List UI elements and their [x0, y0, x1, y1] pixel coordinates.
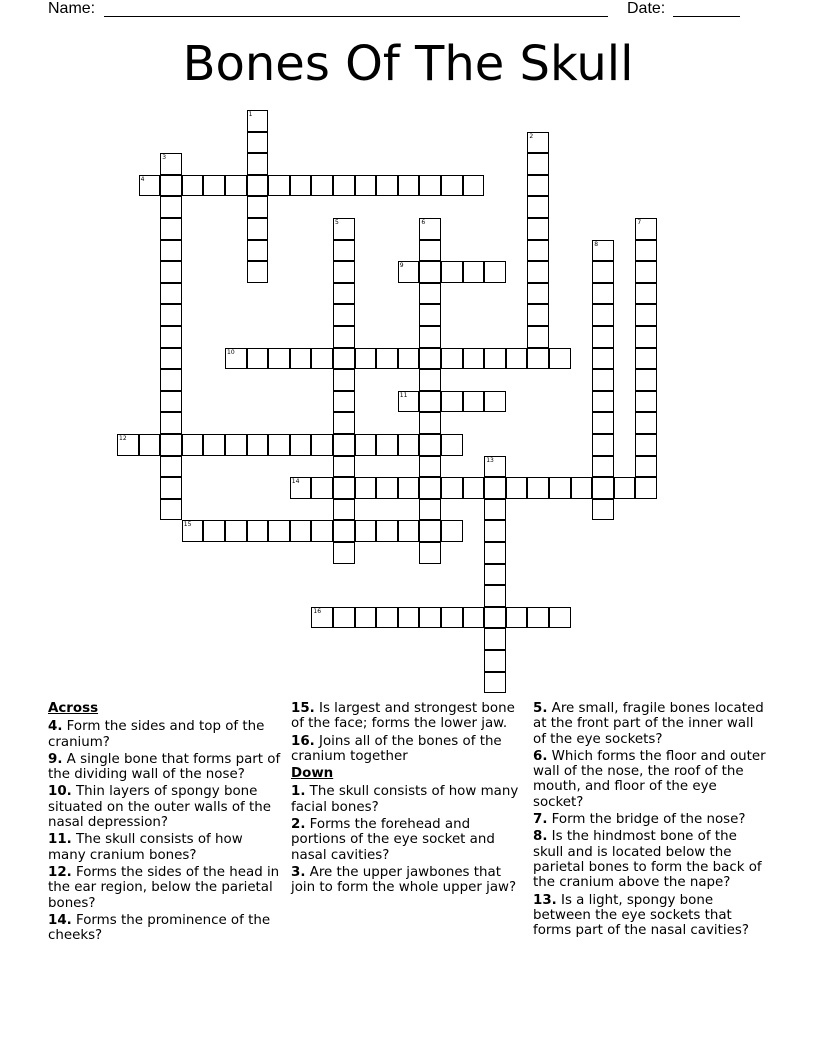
grid-cell[interactable]	[247, 196, 269, 218]
grid-cell[interactable]	[247, 261, 269, 283]
grid-cell[interactable]	[549, 348, 571, 370]
grid-cell[interactable]	[160, 218, 182, 240]
grid-cell[interactable]	[247, 240, 269, 262]
grid-cell[interactable]	[484, 607, 506, 629]
grid-cell[interactable]	[441, 477, 463, 499]
grid-cell[interactable]	[484, 585, 506, 607]
grid-cell[interactable]	[635, 240, 657, 262]
clue-number: 5.	[533, 701, 548, 716]
grid-cell[interactable]	[463, 348, 485, 370]
grid-cell[interactable]	[592, 456, 614, 478]
grid-cell[interactable]	[527, 348, 549, 370]
grid-cell[interactable]	[419, 261, 441, 283]
grid-cell[interactable]	[592, 304, 614, 326]
grid-cell[interactable]	[268, 520, 290, 542]
grid-cell[interactable]	[549, 607, 571, 629]
grid-cell[interactable]	[311, 175, 333, 197]
grid-cell[interactable]	[333, 412, 355, 434]
grid-cell[interactable]	[333, 607, 355, 629]
grid-cell[interactable]	[549, 477, 571, 499]
grid-cell[interactable]	[527, 326, 549, 348]
grid-cell[interactable]	[333, 348, 355, 370]
clue-across-10	[48, 784, 283, 830]
grid-cell[interactable]	[419, 434, 441, 456]
grid-cell[interactable]	[419, 240, 441, 262]
grid-cell[interactable]	[419, 391, 441, 413]
grid-cell[interactable]	[247, 132, 269, 154]
grid-cell[interactable]	[160, 456, 182, 478]
clue-text: Which forms the floor and outer wall of the nose, the roof of the mouth, and floor of the eye socket?	[533, 748, 766, 810]
grid-cell[interactable]	[506, 607, 528, 629]
grid-cell[interactable]	[182, 434, 204, 456]
cell-number: 14	[291, 478, 300, 486]
grid-cell[interactable]	[635, 456, 657, 478]
clue-down-7	[533, 812, 768, 827]
grid-cell[interactable]	[247, 434, 269, 456]
grid-cell[interactable]	[527, 132, 549, 154]
grid-cell[interactable]	[441, 434, 463, 456]
grid-cell[interactable]	[311, 348, 333, 370]
grid-cell[interactable]	[268, 348, 290, 370]
grid-cell[interactable]	[635, 348, 657, 370]
cell-number: 7	[637, 219, 642, 226]
grid-cell[interactable]	[419, 348, 441, 370]
grid-cell[interactable]	[527, 261, 549, 283]
name-label: Name:	[48, 0, 96, 17]
grid-cell[interactable]	[117, 434, 139, 456]
grid-cell[interactable]	[333, 175, 355, 197]
grid-cell[interactable]	[398, 607, 420, 629]
grid-cell[interactable]	[247, 218, 269, 240]
grid-cell[interactable]	[484, 456, 506, 478]
cell-number: 3	[162, 154, 167, 162]
grid-cell[interactable]	[160, 304, 182, 326]
grid-cell[interactable]	[484, 261, 506, 283]
grid-cell[interactable]	[225, 175, 247, 197]
grid-cell[interactable]	[419, 304, 441, 326]
grid-cell[interactable]	[635, 304, 657, 326]
grid-cell[interactable]	[160, 391, 182, 413]
grid-cell[interactable]	[333, 542, 355, 564]
clue-number: 16.	[291, 733, 315, 749]
grid-cell[interactable]	[160, 196, 182, 218]
grid-cell[interactable]	[419, 607, 441, 629]
grid-cell[interactable]	[463, 391, 485, 413]
grid-cell[interactable]	[419, 499, 441, 521]
grid-cell[interactable]	[311, 434, 333, 456]
clue-text: The skull consists of how many cranium bones?	[48, 832, 243, 863]
cell-number: 9	[399, 262, 404, 270]
grid-cell[interactable]	[463, 477, 485, 499]
grid-cell[interactable]	[290, 520, 312, 542]
grid-cell[interactable]	[635, 434, 657, 456]
grid-cell[interactable]	[160, 434, 182, 456]
clue-across-15	[291, 701, 526, 732]
clue-down-2	[291, 817, 526, 863]
grid-cell[interactable]	[592, 240, 614, 262]
grid-cell[interactable]	[268, 434, 290, 456]
grid-cell[interactable]	[592, 348, 614, 370]
grid-cell[interactable]	[398, 434, 420, 456]
grid-cell[interactable]	[225, 520, 247, 542]
cell-number: 4	[140, 175, 145, 183]
grid-cell[interactable]	[571, 477, 593, 499]
grid-cell[interactable]	[225, 348, 247, 370]
clue-text: Forms the prominence of the cheeks?	[48, 912, 271, 944]
grid-cell[interactable]	[592, 369, 614, 391]
grid-cell[interactable]	[333, 369, 355, 391]
grid-cell[interactable]	[247, 348, 269, 370]
grid-cell[interactable]	[635, 283, 657, 305]
clue-text: Forms the forehead and portions of the eye socket and nasal cavities?	[291, 817, 495, 863]
grid-cell[interactable]	[333, 391, 355, 413]
grid-cell[interactable]	[247, 520, 269, 542]
grid-cell[interactable]	[484, 628, 506, 650]
grid-cell[interactable]	[419, 218, 441, 240]
grid-cell[interactable]	[635, 391, 657, 413]
grid-cell[interactable]	[203, 520, 225, 542]
clue-number: 8.	[533, 829, 548, 845]
grid-cell[interactable]	[419, 520, 441, 542]
grid-cell[interactable]	[355, 520, 377, 542]
grid-cell[interactable]	[441, 348, 463, 370]
grid-cell[interactable]	[635, 261, 657, 283]
grid-cell[interactable]	[333, 283, 355, 305]
grid-cell[interactable]	[527, 175, 549, 197]
grid-cell[interactable]	[592, 499, 614, 521]
clue-column-2	[291, 701, 526, 898]
grid-cell[interactable]	[355, 434, 377, 456]
grid-cell[interactable]	[290, 348, 312, 370]
clue-number: 9.	[48, 751, 63, 767]
grid-cell[interactable]	[355, 348, 377, 370]
clue-across-4	[48, 719, 283, 750]
grid-cell[interactable]	[333, 477, 355, 499]
grid-cell[interactable]	[355, 175, 377, 197]
grid-cell[interactable]	[376, 175, 398, 197]
grid-cell[interactable]	[635, 369, 657, 391]
clue-number: 2.	[291, 817, 306, 833]
grid-cell[interactable]	[398, 175, 420, 197]
grid-cell[interactable]	[160, 283, 182, 305]
grid-cell[interactable]	[441, 391, 463, 413]
grid-cell[interactable]	[355, 477, 377, 499]
grid-cell[interactable]	[484, 391, 506, 413]
clue-down-8	[533, 829, 768, 890]
grid-cell[interactable]	[398, 477, 420, 499]
clue-number: 14.	[48, 912, 72, 928]
clue-text: Are small, fragile bones located at the front part of the inner wall of the eye sockets?	[533, 701, 764, 747]
grid-cell[interactable]	[160, 261, 182, 283]
grid-cell[interactable]	[182, 520, 204, 542]
clue-down-6	[533, 749, 768, 810]
grid-cell[interactable]	[419, 542, 441, 564]
cell-number: 1	[248, 111, 253, 118]
grid-cell[interactable]	[441, 520, 463, 542]
cell-number: 8	[594, 240, 599, 248]
grid-cell[interactable]	[484, 564, 506, 586]
grid-cell[interactable]	[311, 477, 333, 499]
grid-cell[interactable]	[139, 434, 161, 456]
grid-cell[interactable]	[247, 110, 269, 132]
grid-cell[interactable]	[419, 283, 441, 305]
grid-cell[interactable]	[160, 175, 182, 197]
grid-cell[interactable]	[527, 240, 549, 262]
grid-cell[interactable]	[398, 391, 420, 413]
clue-across-9	[48, 752, 283, 783]
grid-cell[interactable]	[160, 348, 182, 370]
grid-cell[interactable]	[592, 283, 614, 305]
grid-cell[interactable]	[290, 175, 312, 197]
grid-cell[interactable]	[506, 348, 528, 370]
clue-number: 11.	[48, 832, 72, 848]
clue-column-1	[48, 701, 283, 945]
cell-number: 16	[313, 607, 322, 615]
grid-cell[interactable]	[441, 261, 463, 283]
grid-cell[interactable]	[484, 499, 506, 521]
grid-cell[interactable]	[376, 348, 398, 370]
grid-cell[interactable]	[463, 261, 485, 283]
grid-cell[interactable]	[160, 369, 182, 391]
cell-number: 5	[335, 219, 339, 226]
grid-cell[interactable]	[527, 196, 549, 218]
clue-text: Joins all of the bones of the cranium together	[291, 733, 502, 764]
clue-text: The skull consists of how many facial bones?	[291, 784, 519, 815]
grid-cell[interactable]	[635, 412, 657, 434]
grid-cell[interactable]	[376, 520, 398, 542]
across-heading: Across	[48, 701, 99, 716]
clue-text: A single bone that forms part of the dividing wall of the nose?	[48, 751, 281, 783]
grid-cell[interactable]	[592, 391, 614, 413]
grid-cell[interactable]	[592, 412, 614, 434]
clue-number: 12.	[48, 864, 72, 880]
clue-number: 4.	[48, 719, 63, 735]
clue-down-5	[533, 701, 768, 747]
clue-across-12	[48, 865, 283, 911]
cell-number: 15	[183, 521, 192, 529]
grid-cell[interactable]	[160, 477, 182, 499]
clue-number: 1.	[291, 784, 306, 800]
grid-cell[interactable]	[247, 153, 269, 175]
grid-cell[interactable]	[203, 175, 225, 197]
clue-text: Form the bridge of the nose?	[551, 812, 746, 828]
clue-text: Forms the sides of the head in the ear region, below the parietal bones?	[48, 864, 280, 911]
grid-cell[interactable]	[484, 542, 506, 564]
grid-cell[interactable]	[203, 434, 225, 456]
grid-cell[interactable]	[484, 477, 506, 499]
grid-cell[interactable]	[527, 477, 549, 499]
clue-column-3	[533, 701, 768, 940]
grid-cell[interactable]	[290, 477, 312, 499]
clue-text: Are the upper jawbones that join to form the whole upper jaw?	[291, 864, 517, 896]
grid-cell[interactable]	[398, 520, 420, 542]
grid-cell[interactable]	[333, 520, 355, 542]
grid-cell[interactable]	[506, 477, 528, 499]
grid-cell[interactable]	[484, 672, 506, 694]
grid-cell[interactable]	[419, 369, 441, 391]
clue-number: 7.	[533, 812, 548, 828]
grid-cell[interactable]	[592, 326, 614, 348]
grid-cell[interactable]	[635, 477, 657, 499]
grid-cell[interactable]	[160, 153, 182, 175]
page-title: Bones Of The Skull	[182, 36, 634, 92]
grid-cell[interactable]	[311, 607, 333, 629]
clue-text: Thin layers of spongy bone situated on the outer walls of the nasal depression?	[48, 784, 271, 831]
cell-number: 11	[399, 391, 408, 399]
grid-cell[interactable]	[160, 412, 182, 434]
grid-cell[interactable]	[160, 240, 182, 262]
clue-text: Is the hindmost bone of the skull and is located below the parietal bones to form the back of the cranium above the nape?	[533, 829, 762, 891]
grid-cell[interactable]	[182, 175, 204, 197]
clue-number: 3.	[291, 864, 306, 880]
clue-across-14	[48, 913, 283, 944]
grid-cell[interactable]	[225, 434, 247, 456]
grid-cell[interactable]	[527, 153, 549, 175]
clue-number: 6.	[533, 748, 548, 764]
clue-down-3	[291, 865, 526, 896]
clue-across-16	[291, 734, 526, 765]
cell-number: 13	[486, 456, 494, 464]
grid-cell[interactable]	[398, 261, 420, 283]
grid-cell[interactable]	[311, 520, 333, 542]
grid-cell[interactable]	[139, 175, 161, 197]
grid-cell[interactable]	[290, 434, 312, 456]
grid-cell[interactable]	[333, 456, 355, 478]
clue-number: 15.	[291, 701, 315, 716]
clue-down-13	[533, 893, 768, 939]
grid-cell[interactable]	[441, 607, 463, 629]
grid-cell[interactable]	[635, 326, 657, 348]
clue-across-11	[48, 832, 283, 863]
cell-number: 2	[529, 132, 534, 140]
grid-cell[interactable]	[333, 261, 355, 283]
grid-cell[interactable]	[419, 477, 441, 499]
grid-cell[interactable]	[333, 434, 355, 456]
grid-cell[interactable]	[355, 607, 377, 629]
grid-cell[interactable]	[333, 218, 355, 240]
grid-cell[interactable]	[419, 412, 441, 434]
grid-cell[interactable]	[592, 434, 614, 456]
grid-cell[interactable]	[333, 326, 355, 348]
grid-cell[interactable]	[376, 607, 398, 629]
grid-cell[interactable]	[376, 434, 398, 456]
grid-cell[interactable]	[635, 218, 657, 240]
grid-cell[interactable]	[268, 175, 290, 197]
grid-cell[interactable]	[527, 607, 549, 629]
clue-text: Is a light, spongy bone between the eye sockets that forms part of the nasal cavities?	[533, 892, 749, 939]
grid-cell[interactable]	[484, 520, 506, 542]
grid-cell[interactable]	[398, 348, 420, 370]
grid-cell[interactable]	[527, 218, 549, 240]
grid-cell[interactable]	[527, 304, 549, 326]
cell-number: 10	[227, 348, 235, 356]
clue-text: Is largest and strongest bone of the face; forms the lower jaw.	[291, 701, 515, 732]
grid-cell[interactable]	[160, 499, 182, 521]
clue-text: Form the sides and top of the cranium?	[48, 719, 265, 750]
grid-cell[interactable]	[463, 175, 485, 197]
grid-cell[interactable]	[160, 326, 182, 348]
date-label: Date:	[627, 0, 666, 17]
grid-cell[interactable]	[592, 477, 614, 499]
cell-number: 12	[119, 435, 127, 442]
grid-cell[interactable]	[484, 650, 506, 672]
clue-number: 13.	[533, 892, 557, 908]
grid-cell[interactable]	[441, 175, 463, 197]
clue-down-1	[291, 784, 526, 815]
grid-cell[interactable]	[376, 477, 398, 499]
cell-number: 6	[421, 219, 426, 226]
grid-cell[interactable]	[463, 607, 485, 629]
grid-cell[interactable]	[333, 499, 355, 521]
grid-cell[interactable]	[333, 240, 355, 262]
grid-cell[interactable]	[419, 175, 441, 197]
clue-number: 10.	[48, 784, 72, 800]
grid-cell[interactable]	[484, 348, 506, 370]
grid-cell[interactable]	[333, 304, 355, 326]
grid-cell[interactable]	[592, 261, 614, 283]
grid-cell[interactable]	[614, 477, 636, 499]
grid-cell[interactable]	[247, 175, 269, 197]
grid-cell[interactable]	[419, 326, 441, 348]
grid-cell[interactable]	[419, 456, 441, 478]
down-heading: Down	[291, 766, 334, 782]
grid-cell[interactable]	[527, 283, 549, 305]
